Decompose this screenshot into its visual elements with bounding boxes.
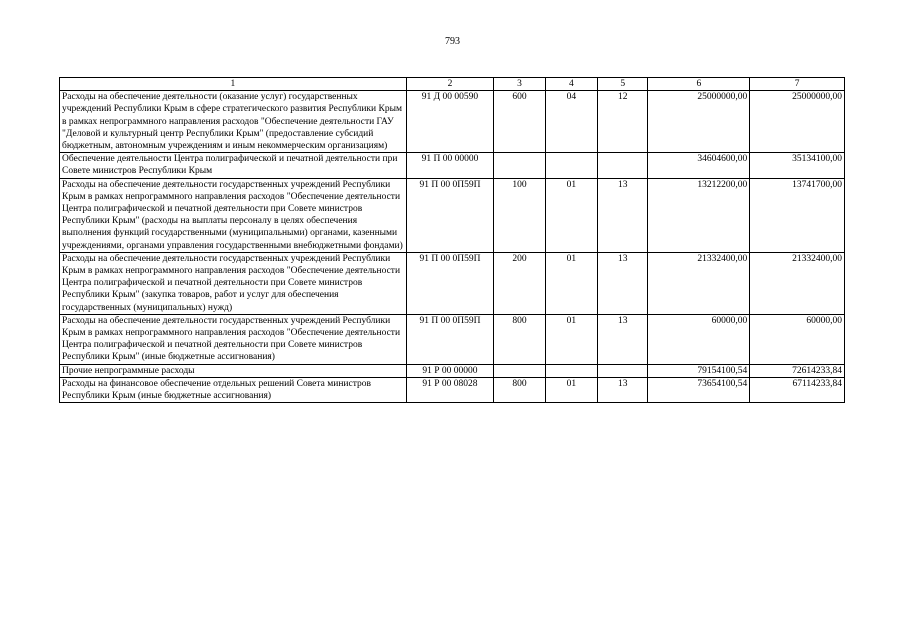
expense-type-cell: 800 (494, 314, 545, 364)
amount-cell-col7: 13741700,00 (750, 178, 845, 252)
amount-cell-col7: 25000000,00 (750, 91, 845, 153)
amount-cell-col6: 25000000,00 (648, 91, 750, 153)
amount-cell-col6: 34604600,00 (648, 153, 750, 178)
subsection-cell: 13 (598, 252, 648, 314)
column-header: 2 (406, 78, 494, 91)
expense-name-cell: Расходы на обеспечение деятельности государственных учреждений Республики Крым в рамках непрограммного направления расходов "Обеспечение деятельности Центра полиграфической и печатной деятельности при Совете министров Республики Крым" (иные бюджетные ассигнования) (60, 314, 407, 364)
expense-name-cell: Расходы на обеспечение деятельности (оказание услуг) государственных учреждений Республики Крым в сфере стратегического развития Республики Крым в рамках непрограммного направления расходов "Обеспечение деятельности ГАУ "Деловой и культурный центр Республики Крым" (предоставление субсидий бюджетным, автономным учреждениям и иным некоммерческим организациям) (60, 91, 407, 153)
amount-cell-col6: 60000,00 (648, 314, 750, 364)
section-cell: 01 (545, 252, 597, 314)
amount-cell-col7: 72614233,84 (750, 364, 845, 377)
target-code-cell: 91 Р 00 08028 (406, 377, 494, 402)
target-code-cell: 91 П 00 0П59П (406, 178, 494, 252)
table-row (60, 314, 845, 364)
section-cell: 01 (545, 314, 597, 364)
amount-cell-col6: 79154100,54 (648, 364, 750, 377)
expense-name-cell: Расходы на финансовое обеспечение отдельных решений Совета министров Республики Крым (иные бюджетные ассигнования) (60, 377, 407, 402)
amount-cell-col6: 73654100,54 (648, 377, 750, 402)
header-row (60, 78, 845, 91)
target-code-cell: 91 Д 00 00590 (406, 91, 494, 153)
table-row (60, 178, 845, 252)
table-row (60, 153, 845, 178)
subsection-cell: 12 (598, 91, 648, 153)
subsection-cell (598, 364, 648, 377)
subsection-cell: 13 (598, 377, 648, 402)
table-row (60, 377, 845, 402)
expense-type-cell: 200 (494, 252, 545, 314)
expense-type-cell: 800 (494, 377, 545, 402)
expense-name-cell: Прочие непрограммные расходы (60, 364, 407, 377)
expense-type-cell: 100 (494, 178, 545, 252)
amount-cell-col6: 21332400,00 (648, 252, 750, 314)
subsection-cell: 13 (598, 178, 648, 252)
expense-type-cell (494, 364, 545, 377)
amount-cell-col6: 13212200,00 (648, 178, 750, 252)
expense-name-cell: Расходы на обеспечение деятельности государственных учреждений Республики Крым в рамках непрограммного направления расходов "Обеспечение деятельности Центра полиграфической и печатной деятельности при Совете министров Республики Крым" (закупка товаров, работ и услуг для обеспечения государственных (муниципальных) нужд) (60, 252, 407, 314)
column-header: 1 (60, 78, 407, 91)
column-header: 5 (598, 78, 648, 91)
amount-cell-col7: 60000,00 (750, 314, 845, 364)
section-cell (545, 364, 597, 377)
expense-name-cell: Обеспечение деятельности Центра полиграфической и печатной деятельности при Совете министров Республики Крым (60, 153, 407, 178)
target-code-cell: 91 П 00 0П59П (406, 252, 494, 314)
budget-table (59, 77, 845, 403)
column-header: 3 (494, 78, 545, 91)
target-code-cell: 91 П 00 00000 (406, 153, 494, 178)
table-row (60, 252, 845, 314)
target-code-cell: 91 П 00 0П59П (406, 314, 494, 364)
expense-name-cell: Расходы на обеспечение деятельности государственных учреждений Республики Крым в рамках непрограммного направления расходов "Обеспечение деятельности Центра полиграфической и печатной деятельности при Совете министров Республики Крым" (расходы на выплаты персоналу в целях обеспечения выполнения функций государственными (муниципальными) органами, казенными учреждениями, органами управления государственными внебюджетными фондами) (60, 178, 407, 252)
column-header: 6 (648, 78, 750, 91)
amount-cell-col7: 67114233,84 (750, 377, 845, 402)
column-header: 7 (750, 78, 845, 91)
section-cell: 04 (545, 91, 597, 153)
section-cell: 01 (545, 178, 597, 252)
table-row (60, 364, 845, 377)
expense-type-cell (494, 153, 545, 178)
amount-cell-col7: 35134100,00 (750, 153, 845, 178)
table-row (60, 91, 845, 153)
column-header: 4 (545, 78, 597, 91)
amount-cell-col7: 21332400,00 (750, 252, 845, 314)
expense-type-cell: 600 (494, 91, 545, 153)
target-code-cell: 91 Р 00 00000 (406, 364, 494, 377)
section-cell: 01 (545, 377, 597, 402)
subsection-cell (598, 153, 648, 178)
section-cell (545, 153, 597, 178)
subsection-cell: 13 (598, 314, 648, 364)
page-number: 793 (445, 36, 460, 47)
